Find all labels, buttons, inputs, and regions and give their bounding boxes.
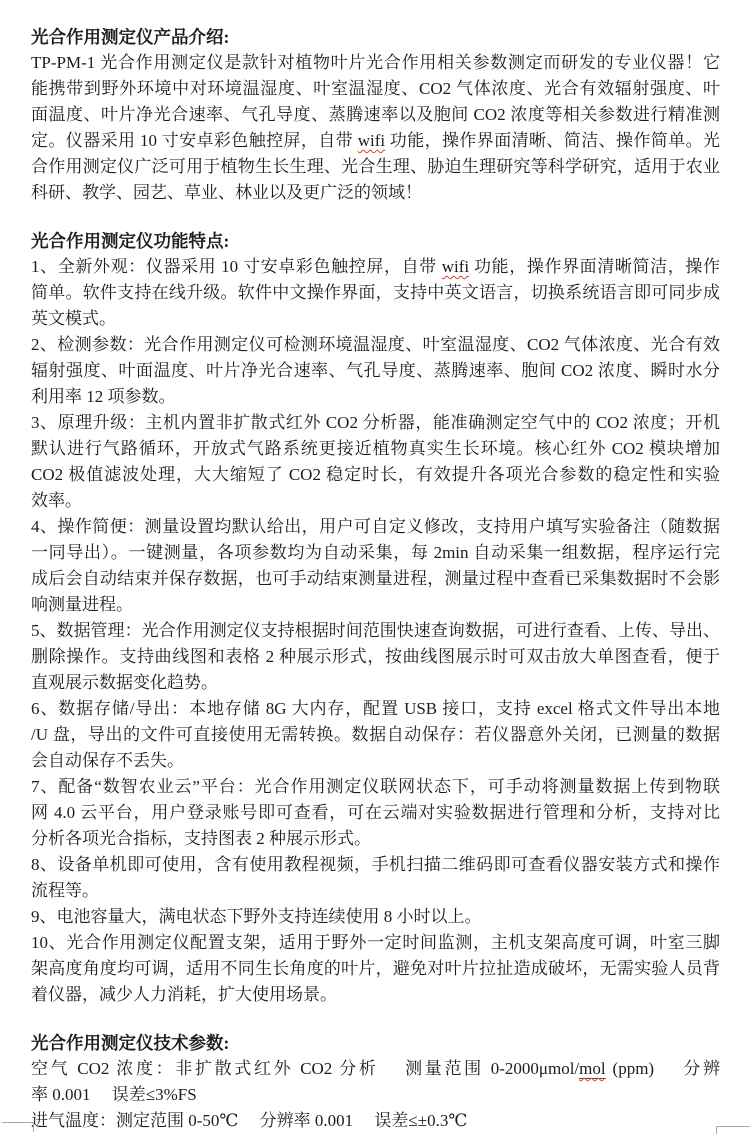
text-line: 辐射强度、叶面温度、叶片净光合速率、气孔导度、蒸腾速率、胞间 CO2 浓度、瞬时水分 xyxy=(31,361,720,380)
text-boundary-mark-bottom-left xyxy=(2,1122,34,1132)
text-line: 成后会自动结束并保存数据，也可手动结束测量进程，测量过程中查看已采集数据时不会影 xyxy=(31,569,720,588)
text-line: 进气温度：测定范围 0-50℃ 分辨率 0.001 误差≤±0.3℃ xyxy=(31,1111,468,1130)
document-content xyxy=(31,24,720,1134)
section-gap xyxy=(31,206,720,228)
text-line: 流程等。 xyxy=(31,881,99,900)
misspelled-word: mol xyxy=(579,1059,606,1078)
misspelled-word: wifi xyxy=(357,131,386,150)
section-heading: 光合作用测定仪技术参数: xyxy=(31,1033,230,1053)
text-line: 默认进行气路循环，开放式气路系统更接近植物真实生长环境。核心红外 CO2 模块增加 xyxy=(31,439,720,458)
text-line: 5、数据管理：光合作用测定仪支持根据时间范围快速查询数据，可进行查看、上传、导出、 xyxy=(31,621,720,640)
text-line: 一同导出）。一键测量，各项参数均为自动采集，每 2min 自动采集一组数据，程序运行完 xyxy=(31,543,720,562)
text-line: CO2 极值滤波处理，大大缩短了 CO2 稳定时长，有效提升各项光合参数的稳定性和实验 xyxy=(31,465,720,484)
section-heading: 光合作用测定仪功能特点: xyxy=(31,231,230,251)
text-line: 效率。 xyxy=(31,491,82,510)
text-line: 10、光合作用测定仪配置支架，适用于野外一定时间监测，主机支架高度可调，叶室三脚 xyxy=(31,933,720,952)
text-boundary-mark-bottom-right xyxy=(716,1126,750,1134)
text-line: 2、检测参数：光合作用测定仪可检测环境温湿度、叶室温湿度、CO2 气体浓度、光合有效 xyxy=(31,335,720,354)
text-line: 1、全新外观：仪器采用 10 寸安卓彩色触控屏，自带 wifi 功能，操作界面清晰简洁，操作 xyxy=(31,257,721,276)
section-gap xyxy=(31,1008,720,1030)
text-line: 简单。软件支持在线升级。软件中文操作界面，支持中英文语言，切换系统语言即可同步成 xyxy=(31,283,720,302)
text-line: 删除操作。支持曲线图和表格 2 种展示形式，按曲线图展示时可双击放大单图查看，便于 xyxy=(31,647,720,666)
text-line: 4、操作简便：测量设置均默认给出，用户可自定义修改，支持用户填写实验备注（随数据 xyxy=(31,517,720,536)
text-line: 直观展示数据变化趋势。 xyxy=(31,673,218,692)
text-line: 合作用测定仪广泛可用于植物生长生理、光合生理、胁迫生理研究等科学研究，适用于农业 xyxy=(31,157,720,176)
text-line: 响测量进程。 xyxy=(31,595,133,614)
text-line: 网 4.0 云平台，用户登录账号即可查看，可在云端对实验数据进行管理和分析，支持对比 xyxy=(31,803,720,822)
text-line: 分析各项光合指标，支持图表 2 种展示形式。 xyxy=(31,829,371,848)
text-line: /U 盘，导出的文件可直接使用无需转换。数据自动保存：若仪器意外关闭，已测量的数据 xyxy=(31,725,720,744)
text-line: 7、配备“数智农业云”平台：光合作用测定仪联网状态下，可手动将测量数据上传到物联 xyxy=(31,777,720,796)
text-line: 9、电池容量大，满电状态下野外支持连续使用 8 小时以上。 xyxy=(31,907,482,926)
text-line: 架高度角度均可调，适用不同生长角度的叶片，避免对叶片拉扯造成破坏，无需实验人员背 xyxy=(31,959,720,978)
text-line: 空气 CO2 浓度：非扩散式红外 CO2 分析 测量范围 0-2000μmol/mol (ppm) 分辨 xyxy=(31,1059,721,1078)
text-line: TP-PM-1 光合作用测定仪是款针对植物叶片光合作用相关参数测定而研发的专业仪器！它 xyxy=(31,53,720,72)
text-line: 科研、教学、园艺、草业、林业以及更广泛的领域！ xyxy=(31,183,422,202)
text-line: 8、设备单机即可使用，含有使用教程视频，手机扫描二维码即可查看仪器安装方式和操作 xyxy=(31,855,720,874)
text-line: 率 0.001 误差≤3%FS xyxy=(31,1085,197,1104)
text-line: 6、数据存储/导出：本地存储 8G 大内存，配置 USB 接口，支持 excel 格式文件导出本地 xyxy=(31,699,720,718)
text-line: 面温度、叶片净光合速率、气孔导度、蒸腾速率以及胞间 CO2 浓度等相关参数进行精准测 xyxy=(31,105,720,124)
misspelled-word: wifi xyxy=(441,257,470,276)
text-line: 英文模式。 xyxy=(31,309,116,328)
text-line: 3、原理升级：主机内置非扩散式红外 CO2 分析器，能准确测定空气中的 CO2 浓度；开机 xyxy=(31,413,720,432)
text-line: 利用率 12 项参数。 xyxy=(31,387,176,406)
text-line: 着仪器，减少人力消耗，扩大使用场景。 xyxy=(31,985,337,1004)
text-line: 定。仪器采用 10 寸安卓彩色触控屏，自带 wifi 功能，操作界面清晰、简洁、操作简单。光 xyxy=(31,131,721,150)
section-heading: 光合作用测定仪产品介绍: xyxy=(31,27,230,47)
text-line: 能携带到野外环境中对环境温湿度、叶室温湿度、CO2 气体浓度、光合有效辐射强度、叶 xyxy=(31,79,720,98)
text-line: 会自动保存不丢失。 xyxy=(31,751,184,770)
